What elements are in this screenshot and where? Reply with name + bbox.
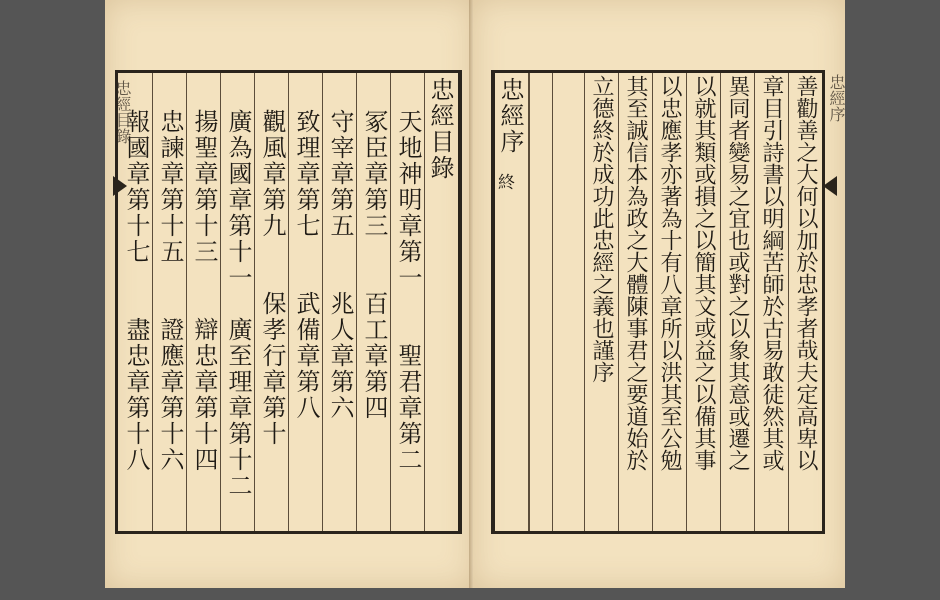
toc-title: 忠經目錄 (426, 77, 454, 181)
preface-column (686, 73, 720, 531)
preface-line: 善勸善之大何以加於忠孝者哉夫定高卑以 (793, 75, 818, 471)
preface-column (584, 73, 618, 531)
preface-line: 章目引詩書以明綱苦師於古易敢徒然其或 (759, 75, 784, 471)
toc-entry: 觀風章第九 保孝行章第十 (258, 109, 286, 447)
preface-line: 異同者變易之宜也或對之以象其意或遷之 (725, 75, 750, 471)
right-margin-label: 忠經序 (827, 74, 846, 122)
preface-line: 以忠應孝亦著為十有八章所以洪其至公勉 (657, 75, 682, 471)
right-text-frame (491, 70, 825, 534)
preface-line: 立德終於成功此忠經之義也謹序 (589, 75, 614, 383)
left-page (105, 0, 474, 588)
preface-column (652, 73, 686, 531)
toc-entry: 揚聖章第十三 辯忠章第十四 (190, 109, 218, 473)
toc-column (152, 73, 186, 531)
left-margin-label: 忠經目錄 (113, 80, 132, 144)
fish-tail-mark-icon (823, 176, 837, 196)
open-book (105, 0, 845, 590)
blank-column (529, 73, 552, 531)
preface-column (754, 73, 788, 531)
preface-title-column (495, 73, 529, 531)
toc-column (356, 73, 390, 531)
toc-entry: 致理章第七 武備章第八 (292, 109, 320, 421)
preface-column (720, 73, 754, 531)
toc-column (220, 73, 254, 531)
preface-column (618, 73, 652, 531)
preface-title-sub: 終 (494, 173, 514, 192)
toc-entry: 廣為國章第十一 廣至理章第十二 (224, 109, 252, 499)
toc-column (390, 73, 424, 531)
toc-column (186, 73, 220, 531)
preface-line: 以就其類或損之以簡其文或益之以備其事 (691, 75, 716, 471)
preface-line: 其至誠信本為政之大體陳事君之要道始於 (623, 75, 648, 471)
toc-entry: 忠諫章第十五 證應章第十六 (156, 109, 184, 473)
preface-column (788, 73, 822, 531)
toc-entry: 報國章第十七 盡忠章第十八 (122, 109, 150, 473)
toc-entry: 冢臣章第三 百工章第四 (360, 109, 388, 421)
right-page (473, 0, 845, 588)
toc-column (118, 73, 152, 531)
toc-column (322, 73, 356, 531)
preface-title: 忠經序 (496, 77, 524, 155)
toc-column (254, 73, 288, 531)
blank-column (552, 73, 584, 531)
toc-column (288, 73, 322, 531)
toc-entry: 守宰章第五 兆人章第六 (326, 109, 354, 421)
left-text-frame (115, 70, 462, 534)
toc-title-column (424, 73, 458, 531)
toc-entry: 天地神明章第一 聖君章第二 (394, 109, 422, 473)
